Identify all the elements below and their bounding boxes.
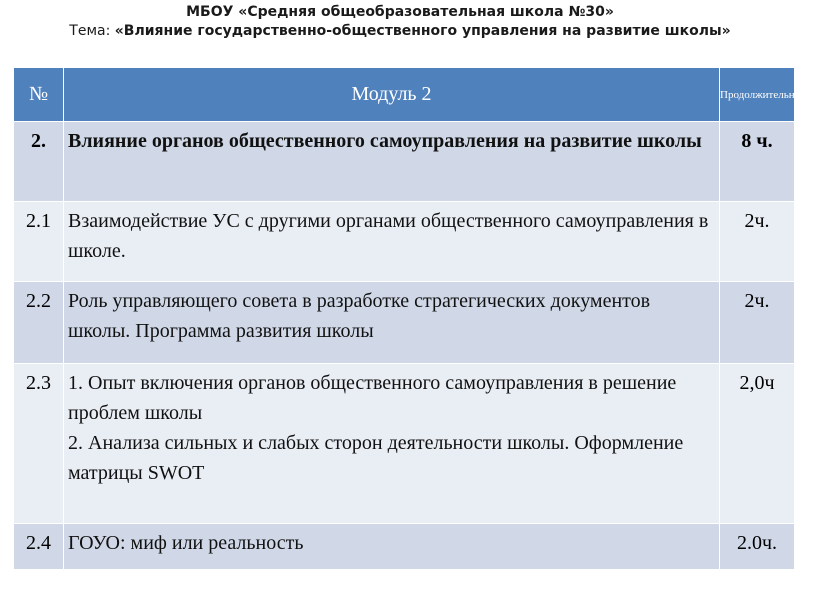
row-number: 2.	[14, 122, 64, 202]
topic-prefix: Тема:	[69, 23, 115, 39]
row-description-line: 1. Опыт включения органов общественного самоуправления в решение проблем школы	[68, 372, 677, 424]
row-description	[64, 122, 720, 202]
table-row	[14, 202, 795, 282]
table-row	[14, 282, 795, 364]
column-header-duration: Продолжительность	[720, 68, 795, 122]
row-description	[64, 524, 720, 570]
row-duration: 2ч.	[720, 282, 795, 364]
table-row	[14, 122, 795, 202]
column-header-module: Модуль 2	[64, 68, 720, 122]
topic-line	[0, 22, 800, 41]
row-description	[64, 202, 720, 282]
module-table	[13, 67, 815, 570]
row-number: 2.2	[14, 282, 64, 364]
row-description-line: Влияние органов общественного самоуправления на развитие школы	[68, 130, 702, 152]
row-number: 2.3	[14, 364, 64, 524]
row-description	[64, 364, 720, 524]
table-row	[14, 524, 795, 570]
school-name: МБОУ «Средняя общеобразовательная школа №30»	[186, 4, 614, 20]
row-description-line: ГОУО: миф или реальность	[68, 532, 304, 554]
topic-title: «Влияние государственно-общественного управления на развитие школы»	[114, 23, 731, 39]
row-description-line: 2. Анализа сильных и слабых сторон деятельности школы. Оформление матрицы SWOT	[68, 432, 684, 484]
row-number: 2.1	[14, 202, 64, 282]
row-duration: 8 ч.	[720, 122, 795, 202]
row-number: 2.4	[14, 524, 64, 570]
row-description-line: Роль управляющего совета в разработке стратегических документов школы. Программа развития школы	[68, 290, 651, 342]
row-description	[64, 282, 720, 364]
row-duration: 2ч.	[720, 202, 795, 282]
table-header-row	[14, 68, 795, 122]
column-header-number: №	[14, 68, 64, 122]
table-row	[14, 364, 795, 524]
row-duration: 2,0ч	[720, 364, 795, 524]
row-description-line: Взаимодействие УС с другими органами общественного самоуправления в школе.	[68, 210, 709, 262]
slide-header	[0, 2, 800, 41]
row-duration: 2.0ч.	[720, 524, 795, 570]
